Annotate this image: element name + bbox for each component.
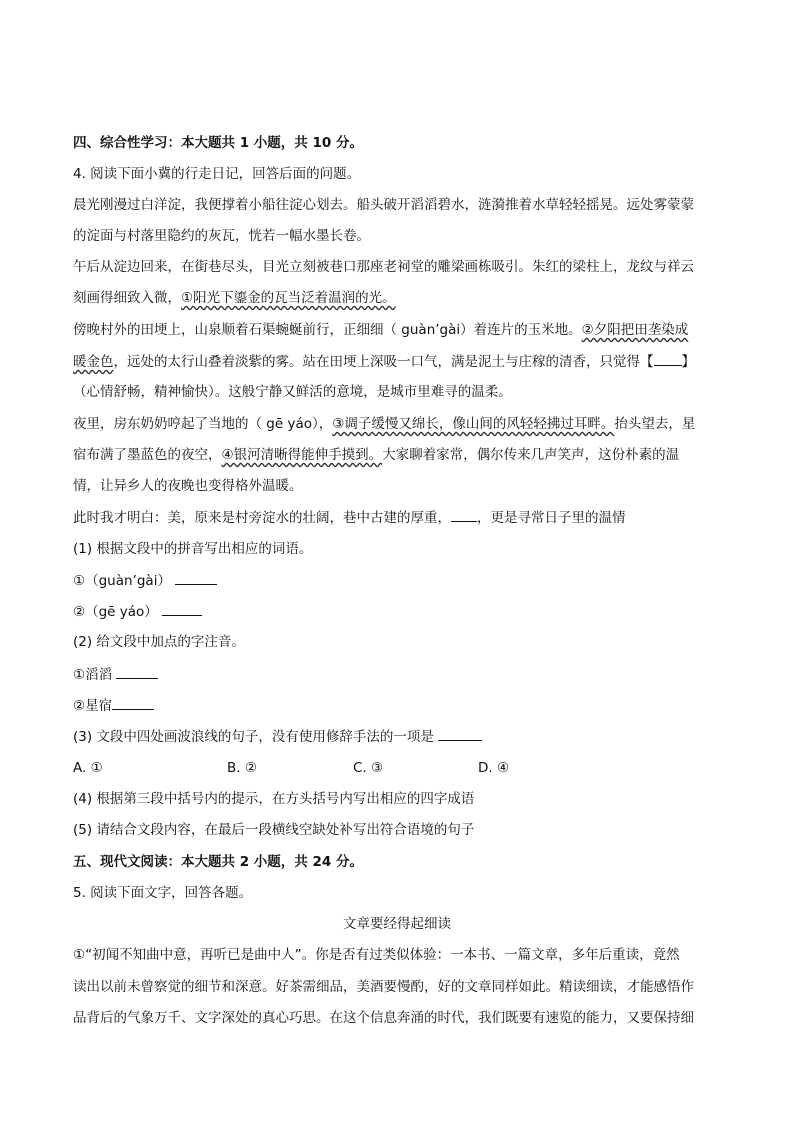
q4-sub2: (2) 给文段中加点的字注音。	[73, 634, 245, 650]
q4-sub1-b-label: ②（gē yáo）	[73, 604, 158, 620]
answer-blank-2b[interactable]	[112, 695, 154, 710]
q4-p3-text: 傍晚村外的田埂上，山泉顺着石渠蜿蜒前行，正细细（ guàn’gài）着连片的玉米地。	[73, 322, 582, 338]
option-a[interactable]: A. ①	[73, 760, 103, 776]
q4-sub1: (1) 根据文段中的拼音写出相应的词语。	[73, 541, 313, 557]
answer-blank-1a[interactable]	[175, 570, 217, 585]
answer-blank-1b[interactable]	[162, 601, 202, 616]
q4-p5-text2: ，更是寻常日子里的温情	[477, 510, 626, 526]
wavy-sentence-2-end: 暖金色	[73, 354, 114, 370]
q5-p1-line1: ①“初闻不知曲中意，再听已是曲中人”。你是否有过类似体验：一本书、一篇文章，多年后重读，竟然	[73, 947, 680, 963]
q4-p3-line2	[73, 351, 695, 372]
idiom-blank[interactable]	[654, 351, 682, 366]
q4-p4-line2	[73, 445, 679, 465]
article-title: 文章要经得起细读	[343, 916, 451, 932]
q5-p1-line3: 品背后的气象万千、文字深处的真心巧思。在这个信息奔涌的时代，我们既要有速览的能力，又要保持细	[73, 1010, 694, 1026]
section5-heading	[73, 852, 363, 872]
q4-p4-text4: 大家聊着家常，偶尔传来几声笑声，这份朴素的温	[382, 447, 680, 463]
wavy-sentence-3: ③调子缓慢又绵长，像山间的风轻轻拂过耳畔。	[332, 416, 615, 432]
q4-p2-line1: 午后从淀边回来，在街巷尽头，目光立刻被巷口那座老祠堂的雕梁画栋吸引。朱红的梁柱上，龙纹与祥云	[73, 259, 694, 275]
option-b[interactable]: B. ②	[227, 760, 257, 776]
q4-p4-text: 夜里，房东奶奶哼起了当地的（ gē yáo），	[73, 416, 333, 432]
q4-sub4: (4) 根据第三段中括号内的提示，在方头括号内写出相应的四字成语	[73, 791, 475, 807]
wavy-sentence-4: ④银河清晰得能伸手摸到。	[221, 447, 383, 463]
q4-sub2-a	[73, 664, 158, 685]
q4-p2-text: 刻画得细致入微，	[73, 290, 181, 306]
q5-p1-line2: 读出以前未曾察觉的细节和深意。好茶需细品，美酒要慢酌，好的文章同样如此。精读细读，才能感悟作	[73, 979, 694, 995]
wavy-sentence-1: ①阳光下鎏金的瓦当泛着温润的光。	[181, 290, 396, 306]
q4-p1-line2: 的淀面与村落里隐约的灰瓦，恍若一幅水墨长卷。	[73, 228, 370, 244]
q4-p2-line2	[73, 288, 396, 308]
option-d[interactable]: D. ④	[478, 760, 510, 776]
section5-heading-label: 五、现代文阅读：	[73, 854, 181, 870]
q4-sub2-b-label: ②星宿	[73, 698, 113, 714]
option-c[interactable]: C. ③	[353, 760, 384, 776]
q4-sub1-b	[73, 601, 202, 622]
wavy-sentence-2: ②夕阳把田垄染成	[581, 322, 689, 338]
q4-p3-line1	[73, 320, 688, 340]
q5-intro: 5. 阅读下面文字，回答各题。	[73, 885, 253, 901]
q4-p5-line	[73, 507, 626, 528]
q4-p3-line3: （心情舒畅，精神愉快）。这般宁静又鲜活的意境，是城市里难寻的温柔。	[73, 384, 512, 400]
q4-p5-text: 此时我才明白：美，原来是村旁淀水的壮阔，巷中古建的厚重，	[73, 510, 451, 526]
q4-sub5: (5) 请结合文段内容，在最后一段横线空缺处补写出符合语境的句子	[73, 822, 475, 838]
q4-p3-bracket-close: 】	[681, 354, 695, 370]
q4-p4-text3: 宿布满了墨蓝色的夜空，	[73, 447, 222, 463]
q4-p4-line3: 情，让异乡人的夜晚也变得格外温暖。	[73, 478, 303, 494]
q4-p1-line1: 晨光刚漫过白洋淀，我便撑着小船往淀心划去。船头破开滔滔碧水，涟漪推着水草轻轻摇晃。远处雾蒙蒙	[73, 197, 694, 213]
q4-sub3-text: (3) 文段中四处画波浪线的句子，没有使用修辞手法的一项是	[73, 729, 434, 745]
q4-sub2-b	[73, 695, 154, 716]
section4-heading-label: 四、综合性学习：	[73, 135, 181, 151]
q4-p4-line1	[73, 414, 695, 434]
section5-heading-score: 本大题共 2 小题，共 24 分。	[181, 854, 363, 870]
q4-intro: 4. 阅读下面小冀的行走日记，回答后面的问题。	[73, 166, 361, 182]
sentence-blank[interactable]	[451, 507, 477, 522]
q4-sub3	[73, 726, 482, 747]
q4-sub2-a-label: ①滔滔	[73, 667, 113, 683]
section4-heading-score: 本大题共 1 小题，共 10 分。	[181, 135, 363, 151]
q4-sub1-a-label: ①（guàn’gài）	[73, 573, 171, 589]
q4-p3-text2: ，远处的太行山叠着淡紫的雾。站在田埂上深吸一口气，满是泥土与庄稼的清香，只觉得【	[113, 354, 654, 370]
answer-blank-3[interactable]	[438, 726, 482, 741]
q4-sub1-a	[73, 570, 217, 591]
section4-heading	[73, 133, 363, 153]
q4-p4-text2: 抬头望去，星	[614, 416, 696, 432]
answer-blank-2a[interactable]	[116, 664, 158, 679]
